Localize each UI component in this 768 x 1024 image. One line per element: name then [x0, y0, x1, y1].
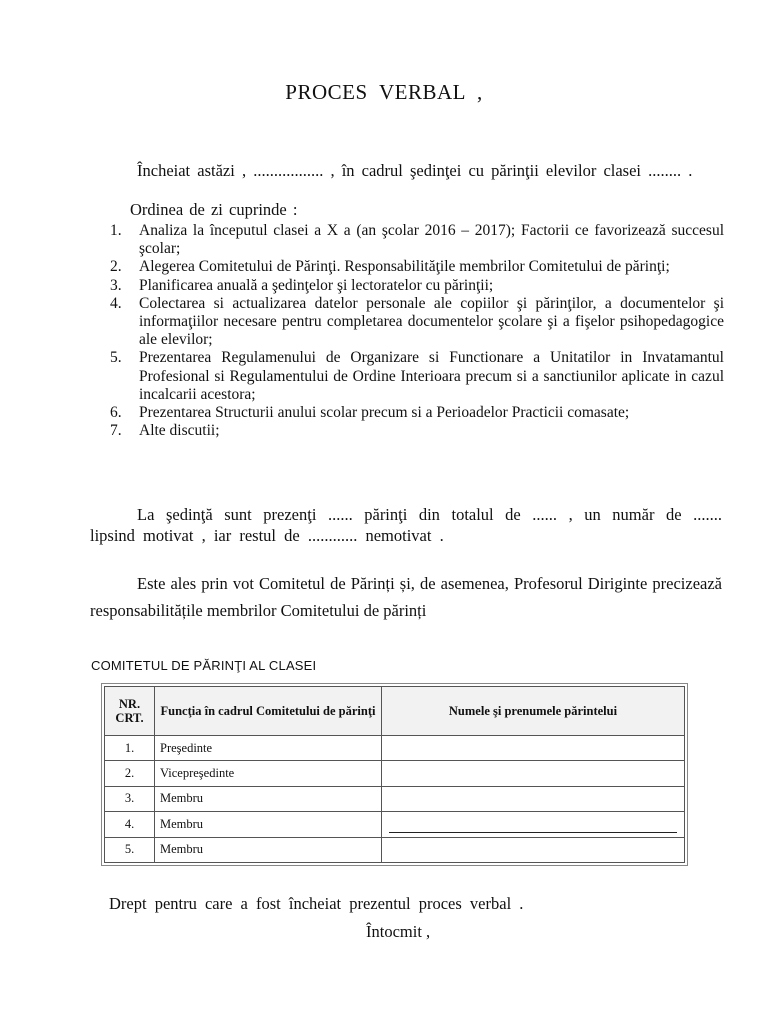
attendance-paragraph: La şedinţă sunt prezenţi ...... părinţi din totalul de ...... , un număr de ....... lipsind motivat , iar restul de ............ nemotivat .	[90, 505, 722, 545]
row-function: Preşedinte	[155, 735, 382, 760]
row-number: 1.	[105, 735, 155, 760]
agenda-item: 6. Prezentarea Structurii anului scolar precum si a Perioadelor Practicii comasate;	[110, 404, 630, 422]
header-name: Numele şi prenumele părintelui	[382, 687, 685, 736]
table-row	[105, 837, 685, 862]
agenda-item: 5. Prezentarea Regulamenului de Organizare si Functionare a Unitatilor in Invatamantul Profesional si Regulamentului de Ordine Interioara precum si a sanctiunilor aplicate in cazul incalcarii acestora;	[110, 349, 724, 403]
agenda-item: 2. Alegerea Comitetului de Părinţi. Responsabilităţile membrilor Comitetului de părinţi;	[110, 258, 670, 276]
row-name-field[interactable]	[382, 735, 685, 760]
table-row	[105, 761, 685, 786]
agenda-item: 7. Alte discutii;	[110, 422, 220, 440]
row-name-field[interactable]	[382, 786, 685, 811]
row-name-field[interactable]	[382, 812, 685, 837]
row-function: Vicepreşedinte	[155, 761, 382, 786]
committee-table-frame	[101, 683, 688, 866]
closing-statement: Drept pentru care a fost încheiat prezentul proces verbal .	[109, 894, 524, 913]
agenda-item: 1. Analiza la începutul clasei a X a (an şcolar 2016 – 2017); Factorii ce favorizează succesul şcolar;	[110, 222, 724, 258]
table-row	[105, 812, 685, 837]
agenda-item-text: Prezentarea Regulamenului de Organizare si Functionare a Unitatilor in Invatamantul Profesional si Regulamentului de Ordine Interioara precum si a sanctiunilor aplicate in cazul incalcarii acestora;	[139, 349, 724, 403]
header-nr: NR. CRT.	[105, 687, 155, 736]
intro-paragraph: Încheiat astăzi , ................. , în cadrul şedinţei cu părinţii elevilor clasei ........ .	[137, 161, 693, 180]
agenda-item-text: Prezentarea Structurii anului scolar precum si a Perioadelor Practicii comasate;	[139, 404, 630, 422]
agenda-item-text: Colectarea si actualizarea datelor personale ale copiilor şi părinţilor, a documentelor şi informaţiilor necesare pentru completarea documentelor şcolare şi a fişelor psihopedagogice ale elevilor;	[139, 294, 724, 349]
agenda-item-text: Analiza la începutul clasei a X a (an şcolar 2016 – 2017); Factorii ce favorizează succesul şcolar;	[139, 222, 724, 258]
agenda-item-text: Alte discutii;	[139, 422, 220, 440]
agenda-item: 3. Planificarea anuală a şedinţelor şi lectoratelor cu părinţii;	[110, 276, 494, 294]
row-number: 3.	[105, 786, 155, 811]
agenda-item-text: Planificarea anuală a şedinţelor şi lectoratelor cu părinţii;	[139, 276, 494, 294]
row-number: 4.	[105, 812, 155, 837]
document-title: PROCES VERBAL ,	[285, 80, 483, 104]
row-function: Membru	[155, 812, 382, 837]
agenda-heading: Ordinea de zi cuprinde :	[130, 200, 298, 219]
agenda-list	[110, 222, 724, 440]
row-name-field[interactable]	[382, 837, 685, 862]
row-function: Membru	[155, 786, 382, 811]
agenda-item: 4. Colectarea si actualizarea datelor personale ale copiilor şi părinţilor, a documentelor şi informaţiilor necesare pentru completarea documentelor şcolare şi a fişelor psihopedagogice ale elevilor;	[110, 294, 724, 349]
signature-line	[389, 832, 677, 833]
row-number: 2.	[105, 761, 155, 786]
row-name-field[interactable]	[382, 761, 685, 786]
header-function: Funcţia în cadrul Comitetului de părinţi	[155, 687, 382, 736]
row-function: Membru	[155, 837, 382, 862]
election-paragraph: Este ales prin vot Comitetul de Părinți și, de asemenea, Profesorul Diriginte precizează responsabilitățile membrilor Comitetului de părinți	[90, 574, 722, 620]
table-row	[105, 786, 685, 811]
committee-table	[104, 686, 685, 863]
table-header-row	[105, 687, 685, 736]
signed-by-label: Întocmit ,	[366, 922, 431, 941]
committee-caption: COMITETUL DE PĂRINŢI AL CLASEI	[91, 658, 317, 673]
row-number: 5.	[105, 837, 155, 862]
table-row	[105, 735, 685, 760]
agenda-item-text: Alegerea Comitetului de Părinţi. Responsabilităţile membrilor Comitetului de părinţi;	[139, 258, 670, 276]
